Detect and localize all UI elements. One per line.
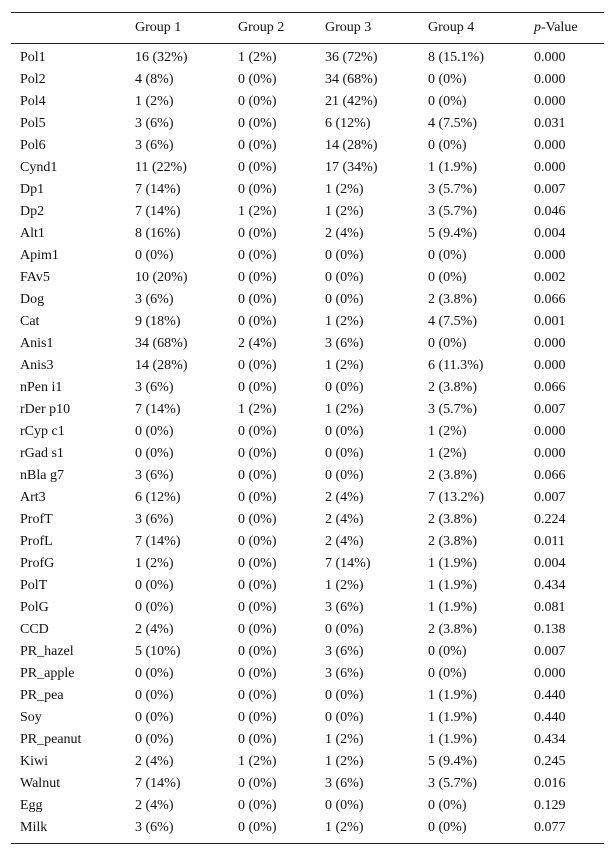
allergen-cell: Art3 — [20, 490, 46, 505]
group-3-cell: 7 (14%) — [325, 556, 371, 571]
table-row — [11, 575, 604, 597]
p-value-cell: 0.007 — [534, 402, 566, 417]
group-2-cell: 0 (0%) — [238, 380, 277, 395]
group-1-cell: 4 (8%) — [135, 72, 174, 87]
group-2-cell: 0 (0%) — [238, 358, 277, 373]
table-header — [11, 13, 604, 44]
table-row — [11, 597, 604, 619]
table-row — [11, 729, 604, 751]
allergen-cell: nBla g7 — [20, 468, 64, 483]
table-row — [11, 663, 604, 685]
group-4-cell: 5 (9.4%) — [428, 226, 477, 241]
allergen-cell: PolT — [20, 578, 48, 593]
table-row — [11, 553, 604, 575]
group-2-cell: 0 (0%) — [238, 226, 277, 241]
group-4-cell: 2 (3.8%) — [428, 468, 477, 483]
table-row — [11, 91, 604, 113]
p-value-cell: 0.245 — [534, 754, 566, 769]
group-2-cell: 0 (0%) — [238, 776, 277, 791]
group-1-cell: 0 (0%) — [135, 600, 174, 615]
group-1-cell: 8 (16%) — [135, 226, 181, 241]
group-4-cell: 0 (0%) — [428, 798, 467, 813]
group-3-cell: 1 (2%) — [325, 402, 364, 417]
table-row — [11, 113, 604, 135]
group-1-cell: 0 (0%) — [135, 248, 174, 263]
group-3-cell: 3 (6%) — [325, 600, 364, 615]
p-value-cell: 0.066 — [534, 292, 566, 307]
group-3-cell: 0 (0%) — [325, 688, 364, 703]
group-4-cell: 0 (0%) — [428, 666, 467, 681]
table-row — [11, 465, 604, 487]
group-3-cell: 36 (72%) — [325, 50, 378, 65]
allergen-cell: Dog — [20, 292, 45, 307]
group-1-cell: 3 (6%) — [135, 138, 174, 153]
group-3-cell: 1 (2%) — [325, 578, 364, 593]
group-2-cell: 0 (0%) — [238, 490, 277, 505]
allergen-cell: PR_hazel — [20, 644, 74, 659]
group-3-cell: 0 (0%) — [325, 248, 364, 263]
p-value-cell: 0.000 — [534, 72, 566, 87]
p-value-cell: 0.007 — [534, 182, 566, 197]
allergen-cell: rDer p10 — [20, 402, 71, 417]
group-1-cell: 5 (10%) — [135, 644, 181, 659]
p-value-cell: 0.011 — [534, 534, 565, 549]
group-3-cell: 0 (0%) — [325, 468, 364, 483]
allergen-cell: Cat — [20, 314, 40, 329]
group-3-cell: 2 (4%) — [325, 490, 364, 505]
group-1-cell: 14 (28%) — [135, 358, 188, 373]
p-value-cell: 0.000 — [534, 446, 566, 461]
table-row — [11, 289, 604, 311]
table-row — [11, 267, 604, 289]
group-1-cell: 3 (6%) — [135, 380, 174, 395]
table-row — [11, 773, 604, 795]
allergen-cell: Pol2 — [20, 72, 46, 87]
table-row — [11, 157, 604, 179]
group-4-cell: 1 (2%) — [428, 424, 467, 439]
allergen-cell: ProfL — [20, 534, 53, 549]
group-1-cell: 0 (0%) — [135, 424, 174, 439]
group-3-cell: 0 (0%) — [325, 446, 364, 461]
group-1-cell: 0 (0%) — [135, 578, 174, 593]
group-1-cell: 0 (0%) — [135, 688, 174, 703]
p-value-cell: 0.007 — [534, 644, 566, 659]
allergen-cell: Walnut — [20, 776, 61, 791]
group-4-cell: 2 (3.8%) — [428, 512, 477, 527]
group-3-cell: 0 (0%) — [325, 798, 364, 813]
group-2-cell: 0 (0%) — [238, 270, 277, 285]
group-4-cell: 1 (2%) — [428, 446, 467, 461]
group-3-cell: 14 (28%) — [325, 138, 378, 153]
group-4-cell: 1 (1.9%) — [428, 578, 477, 593]
group-1-cell: 3 (6%) — [135, 820, 174, 835]
table-row — [11, 311, 604, 333]
table-row — [11, 619, 604, 641]
table-row — [11, 69, 604, 91]
table-row — [11, 509, 604, 531]
group-4-cell: 3 (5.7%) — [428, 402, 477, 417]
table-row — [11, 531, 604, 553]
group-3-cell: 34 (68%) — [325, 72, 378, 87]
group-3-cell: 0 (0%) — [325, 424, 364, 439]
allergen-cell: ProfT — [20, 512, 53, 527]
header-row — [11, 13, 604, 44]
group-2-cell: 0 (0%) — [238, 138, 277, 153]
group-4-cell: 3 (5.7%) — [428, 204, 477, 219]
group-3-cell: 0 (0%) — [325, 270, 364, 285]
group-3-cell: 3 (6%) — [325, 666, 364, 681]
group-3-cell: 0 (0%) — [325, 622, 364, 637]
group-1-cell: 7 (14%) — [135, 204, 181, 219]
p-value-cell: 0.440 — [534, 688, 566, 703]
group-3-cell: 0 (0%) — [325, 710, 364, 725]
p-value-suffix: -Value — [541, 20, 578, 35]
group-3-cell: 1 (2%) — [325, 204, 364, 219]
table-row — [11, 817, 604, 844]
group-1-cell: 9 (18%) — [135, 314, 181, 329]
group-3-cell: 0 (0%) — [325, 292, 364, 307]
table-body — [11, 44, 604, 844]
group-2-cell: 0 (0%) — [238, 160, 277, 175]
group-1-cell: 1 (2%) — [135, 94, 174, 109]
group-4-cell: 2 (3.8%) — [428, 622, 477, 637]
p-value-cell: 0.000 — [534, 94, 566, 109]
group-2-cell: 0 (0%) — [238, 578, 277, 593]
allergen-cell: Apim1 — [20, 248, 59, 263]
allergen-cell: Alt1 — [20, 226, 45, 241]
group-4-cell: 1 (1.9%) — [428, 710, 477, 725]
group-1-cell: 11 (22%) — [135, 160, 187, 175]
allergen-cell: Dp2 — [20, 204, 45, 219]
group-3-cell: 3 (6%) — [325, 336, 364, 351]
allergen-cell: rGad s1 — [20, 446, 64, 461]
header-group-1: Group 1 — [135, 20, 182, 35]
group-1-cell: 2 (4%) — [135, 798, 174, 813]
table-row — [11, 179, 604, 201]
group-4-cell: 0 (0%) — [428, 138, 467, 153]
p-value-cell: 0.440 — [534, 710, 566, 725]
group-4-cell: 3 (5.7%) — [428, 776, 477, 791]
group-2-cell: 0 (0%) — [238, 688, 277, 703]
allergen-cell: FAv5 — [20, 270, 50, 285]
group-1-cell: 2 (4%) — [135, 622, 174, 637]
table-row — [11, 707, 604, 729]
table-row — [11, 641, 604, 663]
table-row — [11, 443, 604, 465]
p-value-cell: 0.000 — [534, 138, 566, 153]
group-3-cell: 1 (2%) — [325, 820, 364, 835]
group-3-cell: 2 (4%) — [325, 226, 364, 241]
allergen-cell: Pol5 — [20, 116, 46, 131]
p-value-cell: 0.046 — [534, 204, 566, 219]
p-value-cell: 0.016 — [534, 776, 566, 791]
group-3-cell: 3 (6%) — [325, 776, 364, 791]
group-1-cell: 0 (0%) — [135, 446, 174, 461]
group-2-cell: 0 (0%) — [238, 314, 277, 329]
group-2-cell: 0 (0%) — [238, 644, 277, 659]
group-3-cell: 1 (2%) — [325, 358, 364, 373]
table-row — [11, 355, 604, 377]
p-value-cell: 0.066 — [534, 468, 566, 483]
group-4-cell: 8 (15.1%) — [428, 50, 484, 65]
table-row — [11, 377, 604, 399]
group-2-cell: 0 (0%) — [238, 292, 277, 307]
group-3-cell: 1 (2%) — [325, 182, 364, 197]
allergen-cell: Pol6 — [20, 138, 46, 153]
group-1-cell: 1 (2%) — [135, 556, 174, 571]
group-4-cell: 2 (3.8%) — [428, 534, 477, 549]
group-2-cell: 1 (2%) — [238, 402, 277, 417]
group-4-cell: 5 (9.4%) — [428, 754, 477, 769]
p-value-cell: 0.000 — [534, 666, 566, 681]
group-4-cell: 7 (13.2%) — [428, 490, 484, 505]
p-value-cell: 0.000 — [534, 248, 566, 263]
group-4-cell: 1 (1.9%) — [428, 556, 477, 571]
allergen-cell: Dp1 — [20, 182, 45, 197]
allergen-cell: CCD — [20, 622, 49, 637]
group-1-cell: 0 (0%) — [135, 666, 174, 681]
allergen-cell: Kiwi — [20, 754, 48, 769]
header-group-2: Group 2 — [238, 20, 285, 35]
allergen-cell: PR_peanut — [20, 732, 82, 747]
p-value-cell: 0.434 — [534, 578, 566, 593]
allergen-cell: PolG — [20, 600, 49, 615]
group-1-cell: 7 (14%) — [135, 776, 181, 791]
table-row — [11, 795, 604, 817]
group-4-cell: 0 (0%) — [428, 248, 467, 263]
group-3-cell: 2 (4%) — [325, 534, 364, 549]
header-p-value — [534, 13, 604, 44]
group-1-cell: 6 (12%) — [135, 490, 181, 505]
group-2-cell: 0 (0%) — [238, 622, 277, 637]
table-row — [11, 201, 604, 223]
p-value-cell: 0.007 — [534, 490, 566, 505]
group-2-cell: 0 (0%) — [238, 94, 277, 109]
header-group-3: Group 3 — [325, 20, 372, 35]
allergen-cell: Anis3 — [20, 358, 54, 373]
group-2-cell: 0 (0%) — [238, 534, 277, 549]
group-4-cell: 2 (3.8%) — [428, 380, 477, 395]
group-4-cell: 0 (0%) — [428, 94, 467, 109]
p-value-cell: 0.000 — [534, 50, 566, 65]
group-3-cell: 1 (2%) — [325, 314, 364, 329]
p-value-cell: 0.004 — [534, 556, 566, 571]
group-1-cell: 7 (14%) — [135, 534, 181, 549]
p-value-cell: 0.224 — [534, 512, 566, 527]
allergen-cell: Pol4 — [20, 94, 46, 109]
allergen-cell: Milk — [20, 820, 48, 835]
allergen-cell: Soy — [20, 710, 42, 725]
p-value-cell: 0.000 — [534, 160, 566, 175]
p-value-cell: 0.000 — [534, 358, 566, 373]
group-2-cell: 0 (0%) — [238, 424, 277, 439]
p-value-cell: 0.434 — [534, 732, 566, 747]
group-2-cell: 0 (0%) — [238, 556, 277, 571]
group-4-cell: 2 (3.8%) — [428, 292, 477, 307]
p-value-italic: p — [534, 20, 541, 35]
table-row — [11, 44, 604, 70]
table-row — [11, 685, 604, 707]
table-row — [11, 333, 604, 355]
table-row — [11, 399, 604, 421]
group-2-cell: 2 (4%) — [238, 336, 277, 351]
group-1-cell: 0 (0%) — [135, 710, 174, 725]
group-3-cell: 1 (2%) — [325, 754, 364, 769]
data-table-container — [11, 12, 604, 844]
group-4-cell: 0 (0%) — [428, 820, 467, 835]
group-1-cell: 34 (68%) — [135, 336, 188, 351]
group-3-cell: 21 (42%) — [325, 94, 378, 109]
group-2-cell: 0 (0%) — [238, 72, 277, 87]
p-value-cell: 0.138 — [534, 622, 566, 637]
allergen-cell: Pol1 — [20, 50, 46, 65]
group-4-cell: 0 (0%) — [428, 336, 467, 351]
group-4-cell: 6 (11.3%) — [428, 358, 484, 373]
group-2-cell: 0 (0%) — [238, 468, 277, 483]
group-4-cell: 0 (0%) — [428, 270, 467, 285]
group-2-cell: 0 (0%) — [238, 666, 277, 681]
group-1-cell: 3 (6%) — [135, 468, 174, 483]
group-2-cell: 0 (0%) — [238, 116, 277, 131]
group-2-cell: 0 (0%) — [238, 820, 277, 835]
group-3-cell: 17 (34%) — [325, 160, 378, 175]
group-3-cell: 0 (0%) — [325, 380, 364, 395]
group-2-cell: 0 (0%) — [238, 710, 277, 725]
header-group-4: Group 4 — [428, 20, 475, 35]
allergen-cell: nPen i1 — [20, 380, 63, 395]
allergen-cell: Egg — [20, 798, 43, 813]
group-4-cell: 0 (0%) — [428, 644, 467, 659]
p-value-cell: 0.000 — [534, 424, 566, 439]
group-2-cell: 1 (2%) — [238, 754, 277, 769]
p-value-cell: 0.002 — [534, 270, 566, 285]
group-3-cell: 3 (6%) — [325, 644, 364, 659]
group-2-cell: 0 (0%) — [238, 732, 277, 747]
p-value-cell: 0.077 — [534, 820, 566, 835]
group-1-cell: 3 (6%) — [135, 512, 174, 527]
group-1-cell: 3 (6%) — [135, 116, 174, 131]
allergen-cell: rCyp c1 — [20, 424, 65, 439]
group-2-cell: 0 (0%) — [238, 248, 277, 263]
group-2-cell: 1 (2%) — [238, 204, 277, 219]
p-value-cell: 0.066 — [534, 380, 566, 395]
group-4-cell: 1 (1.9%) — [428, 688, 477, 703]
group-2-cell: 0 (0%) — [238, 512, 277, 527]
table-row — [11, 223, 604, 245]
p-value-cell: 0.031 — [534, 116, 566, 131]
p-value-cell: 0.081 — [534, 600, 566, 615]
allergen-cell: Cynd1 — [20, 160, 58, 175]
header-allergen — [11, 13, 135, 44]
table-row — [11, 135, 604, 157]
allergen-cell: PR_apple — [20, 666, 75, 681]
group-2-cell: 1 (2%) — [238, 50, 277, 65]
allergen-cell: PR_pea — [20, 688, 64, 703]
allergen-cell: ProfG — [20, 556, 55, 571]
group-1-cell: 7 (14%) — [135, 182, 181, 197]
group-2-cell: 0 (0%) — [238, 600, 277, 615]
group-4-cell: 4 (7.5%) — [428, 116, 477, 131]
group-1-cell: 2 (4%) — [135, 754, 174, 769]
group-1-cell: 3 (6%) — [135, 292, 174, 307]
group-1-cell: 16 (32%) — [135, 50, 188, 65]
group-1-cell: 7 (14%) — [135, 402, 181, 417]
group-2-cell: 0 (0%) — [238, 446, 277, 461]
table-row — [11, 245, 604, 267]
group-4-cell: 3 (5.7%) — [428, 182, 477, 197]
group-2-cell: 0 (0%) — [238, 182, 277, 197]
group-3-cell: 6 (12%) — [325, 116, 371, 131]
group-4-cell: 4 (7.5%) — [428, 314, 477, 329]
group-1-cell: 0 (0%) — [135, 732, 174, 747]
group-3-cell: 1 (2%) — [325, 732, 364, 747]
group-4-cell: 1 (1.9%) — [428, 600, 477, 615]
allergen-cell: Anis1 — [20, 336, 54, 351]
group-4-cell: 1 (1.9%) — [428, 160, 477, 175]
allergen-group-table — [11, 12, 604, 844]
p-value-cell: 0.000 — [534, 336, 566, 351]
p-value-cell: 0.004 — [534, 226, 566, 241]
p-value-cell: 0.129 — [534, 798, 566, 813]
table-row — [11, 751, 604, 773]
group-4-cell: 0 (0%) — [428, 72, 467, 87]
p-value-cell: 0.001 — [534, 314, 566, 329]
group-3-cell: 2 (4%) — [325, 512, 364, 527]
group-1-cell: 10 (20%) — [135, 270, 188, 285]
group-2-cell: 0 (0%) — [238, 798, 277, 813]
group-4-cell: 1 (1.9%) — [428, 732, 477, 747]
table-row — [11, 421, 604, 443]
table-row — [11, 487, 604, 509]
